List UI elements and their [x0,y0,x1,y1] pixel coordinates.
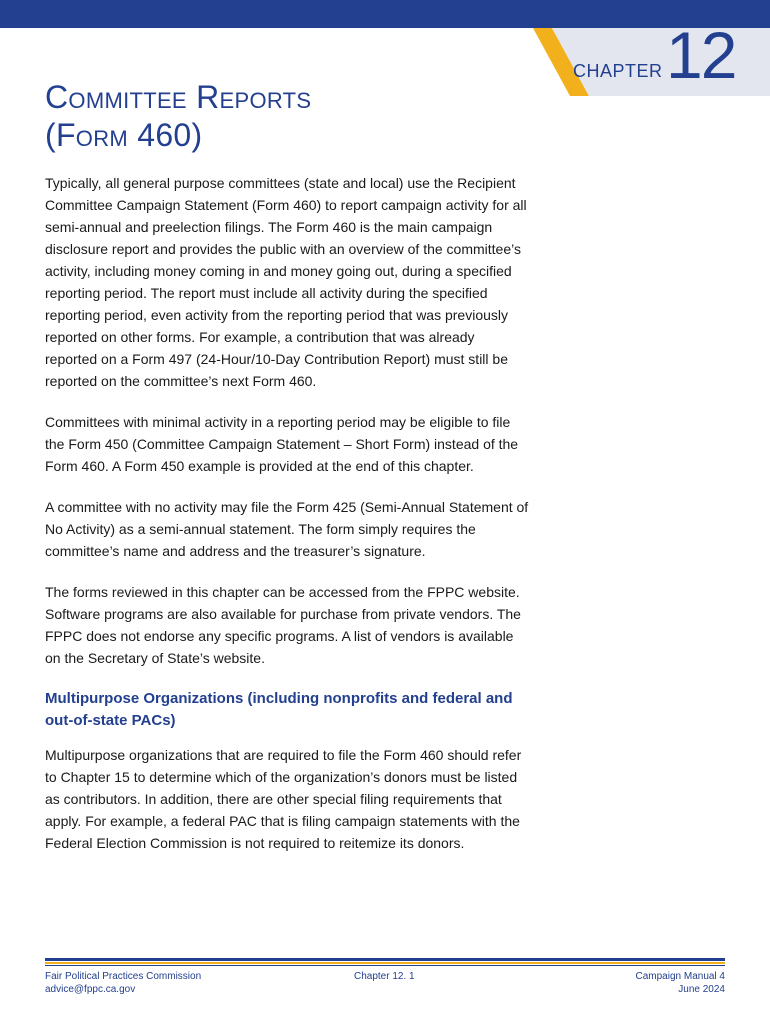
chapter-number: 12 [666,18,736,92]
footer-org-name: Fair Political Practices Commission [45,971,202,982]
section-heading-multipurpose: Multipurpose Organizations (including nonprofits and federal and out-of-state PACs) [45,690,513,729]
page-title-line-1: Committee Reports [45,79,312,115]
paragraph-form-450: Committees with minimal activity in a reporting period may be eligible to file the Form 450 (Committee Campaign Statement – Short Form) instead of the Form 460. A Form 450 example is provided at the end of this chapter. [45,414,519,474]
header-bar [0,0,770,28]
footer-email: advice@fppc.ca.gov [45,984,136,995]
footer-date: June 2024 [678,984,725,995]
paragraph-form-460-overview: Typically, all general purpose committees (state and local) use the Recipient Committee Campaign Statement (Form 460) to report campaign activity for all semi-annual and preelection filings. The Form 460 is the main campaign disclosure report and provides the public with an overview of the committee’s activity, including money coming in and money going out, during a specified reporting period. The report must include all activity during the specified reporting period, even activity from the reporting period that was previously reported on other forms. For example, a contribution that was already reported on a Form 497 (24-Hour/10-Day Contribution Report) must still be reported on the committee’s next Form 460. [45,175,527,389]
footer-page-label: Chapter 12. 1 [354,971,415,982]
paragraph-form-425: A committee with no activity may file the Form 425 (Semi-Annual Statement of No Activity) as a semi-annual statement. The form simply requires the committee’s name and address and the treasurer’s signature. [45,499,529,559]
footer-divider [45,958,725,961]
page-title-line-2: (Form 460) [45,117,203,153]
chapter-badge [527,18,770,96]
footer-divider-accent [45,962,725,964]
chapter-label: CHAPTER [573,61,663,81]
footer-right [636,970,726,996]
footer-center [354,970,415,983]
footer-manual-name: Campaign Manual 4 [635,971,725,982]
main-content [45,172,530,873]
footer-divider-thin [45,965,725,966]
footer-left [45,970,201,996]
page-title [45,78,311,154]
paragraph-multipurpose: Multipurpose organizations that are required to file the Form 460 should refer to Chapter 15 to determine which of the organization’s donors must be listed as contributors. In addition, there are other special filing requirements that apply. For example, a federal PAC that is filing campaign statements with the Federal Election Commission is not required to reitemize its donors. [45,747,522,851]
paragraph-forms-access: The forms reviewed in this chapter can be accessed from the FPPC website. Software programs are also available for purchase from private vendors. The FPPC does not endorse any specific programs. A list of vendors is available on the Secretary of State’s website. [45,584,521,666]
